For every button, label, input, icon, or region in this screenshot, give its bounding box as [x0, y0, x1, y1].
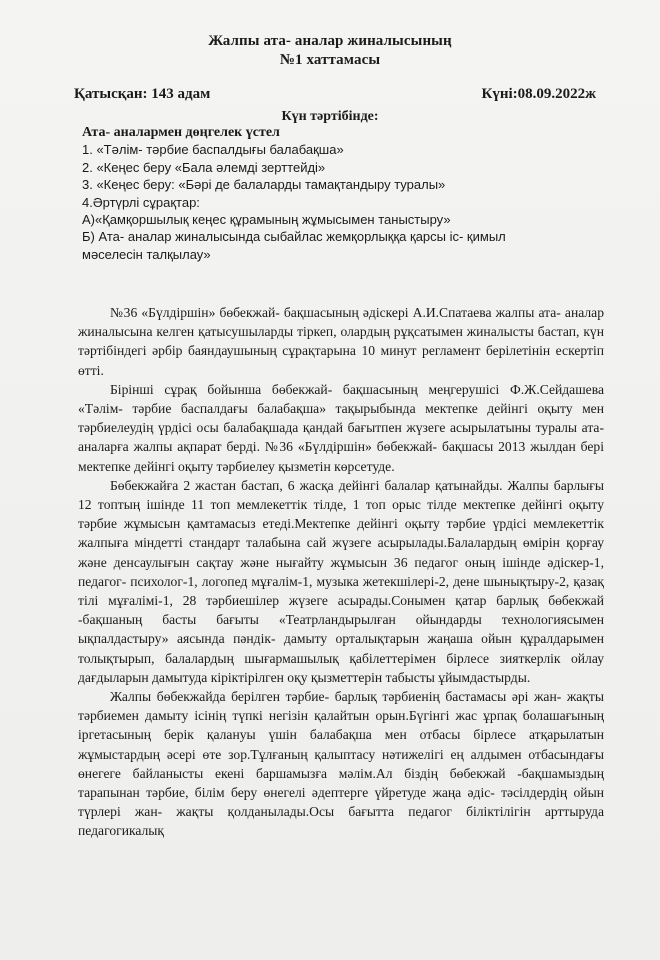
- agenda-item: Б) Ата- аналар жиналысында сыбайлас жемқорлыққа қарсы іс- қимыл: [82, 229, 506, 245]
- attendance-count: Қатысқан: 143 адам: [74, 86, 211, 102]
- body-paragraph: Жалпы бөбекжайда берілген тәрбие- барлық тәрбиенің бастамасы әрі жан- жақты тәрбиемен дамыту ісінің түпкі негізін қалайтын орын.Бүгінгі жас ұрпақ болашағының іргетасының берік қалануы үшін балабақша мен отбасы бірлесе атқарылатын жұмыстардың әсері өте зор.Тұлғаның қалыптасу нәтижелігі ең алдымен отбасындағы өнегеге байланысты екені баршамызға мәлім.Ал біздің бөбекжай -бақшамыздың тарапынан тәрбие, білім беру өнегелі әдептерге үйретуде жаңа әдіс- тәсілдердің ойын түрлері жан- жақты қолданылады.Осы бағытта педагог біліктілігін арттыруда педагогикалық: [78, 689, 604, 839]
- body-paragraph: №36 «Бүлдіршін» бөбекжай- бақшасының әдіскері А.И.Спатаева жалпы ата- аналар жиналысына келген қатысушыларды тіркеп, олардың рұқсатымен жиналысты бастап, күн тәртібіндегі әрбір баяндаушының сұрақтарына 10 минут регламент берілетінін ескертіп өтті.: [78, 305, 604, 378]
- agenda-item: 3. «Кеңес беру: «Бәрі де балаларды тамақтандыру туралы»: [82, 177, 446, 193]
- agenda-list: [82, 124, 602, 263]
- body-paragraph: Бірінші сұрақ бойынша бөбекжай- бақшасының меңгерушісі Ф.Ж.Сейдашева «Тәлім- тәрбие баспалдағы балабақша» тақырыбында мектепке дейінгі оқыту мен тәрбиелеудің үрдісі осы балабақшада қандай бағытпен жүзеге асырылатыны туралы ата- аналарға жалпы ақпарат берді. №36 «Бүлдіршін» бөбекжай- бақшасы 2013 жылдан бері мектепке дейінгі оқыту тәрбиелеу қызметін көрсетуде.: [78, 381, 604, 474]
- agenda-item: Ата- аналармен дөңгелек үстел: [82, 125, 280, 140]
- body-paragraph: Бөбекжайға 2 жастан бастап, 6 жасқа дейінгі балалар қатынайды. Жалпы барлығы 12 топтың ішінде 11 топ мемлекеттік тілде, 1 топ орыс тілде мектепке дейінгі оқыту тәрбие жұмысын қамтамасыз етеді.Мектепке дейінгі оқыту тәрбие үрдісі мемлекеттік жалпыға міндетті стандарт талабына сай жүзеге асырылады.Балалардың өмірін қорғау және денсаулығын сақтау және нығайту жұмысын 36 педагог оның ішінде әдіскер-1, педагог- психолог-1, логопед мұғалім-1, музыка жетекшілері-2, дене шынықтыру-2, қазақ тілі мұғалімі-1, 28 тәрбиешілер жүзеге асырады.Сонымен қатар барлық бөбекжай -бақшаның басты бағыты «Театрландырылған ойындарды технологиясымен ықпалдастыру» аясында пәндік- дамыту орталықтарын жаңаша ойын құралдарымен толықтырып, балалардың шығармашылық қабілеттерімен бірлесе зияткерлік ойлау дағдыларын дамытуда кіріктірілген оқу қызметтерін табысты ұйымдастырды.: [78, 477, 604, 685]
- agenda-item: 1. «Тәлім- тәрбие баспалдығы балабақша»: [82, 142, 344, 158]
- agenda-item: 2. «Кеңес беру «Бала әлемді зерттейді»: [82, 159, 326, 175]
- protocol-body: [78, 303, 604, 841]
- meeting-date: Күні:08.09.2022ж: [481, 86, 596, 102]
- agenda-heading: Күн тәртібінде:: [281, 109, 379, 124]
- agenda-item: мәселесін талқылау»: [82, 246, 211, 262]
- agenda-item: А)«Қамқоршылық кеңес құрамының жұмысымен таныстыру»: [82, 212, 451, 228]
- agenda-item: 4.Әртүрлі сұрақтар:: [82, 194, 200, 210]
- document-title: Жалпы ата- аналар жиналысының: [208, 33, 452, 49]
- protocol-number: №1 хаттамасы: [279, 52, 381, 68]
